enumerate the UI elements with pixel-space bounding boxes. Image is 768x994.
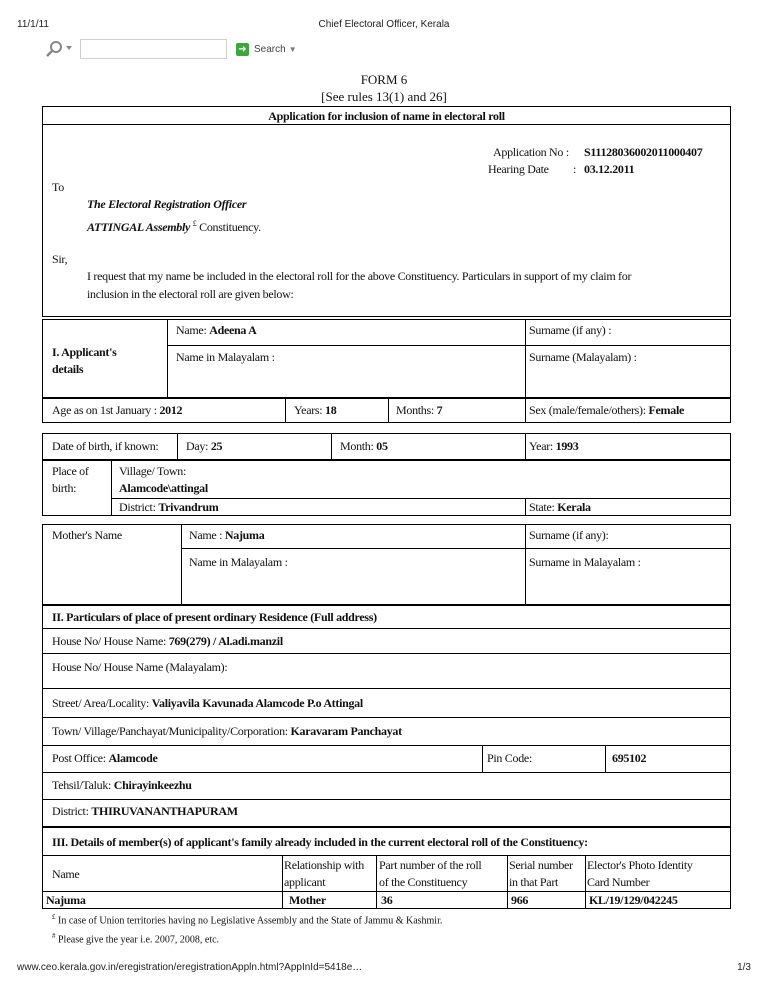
applicant-name: Adeena A [209,323,257,337]
post-office: Alamcode [108,751,158,765]
request-line-1: I request that my name be included in the electoral roll for the above Constituency. Particulars in support of my claim for [87,269,632,283]
pob-label: Place of [52,464,89,478]
applicant-section-label: I. Applicant's [52,345,117,359]
family-member-epic: KL/19/129/042245 [589,893,678,907]
dob-day: 25 [210,439,223,453]
age-row: Age as on 1st January : 2012 Years: 18 Months: 7 Sex (male/female/others): Female [42,398,731,423]
age-label: Age as on 1st January : [52,403,157,417]
town: Karavaram Panchayat [290,724,402,738]
name-field: Name: Adeena A [176,323,257,337]
dob-label: Date of birth, if known: [52,439,159,453]
request-line-2: inclusion in the electoral roll are given below: [87,287,294,301]
print-page-title: Chief Electoral Officer, Kerala [318,19,450,30]
residence-heading: II. Particulars of place of present ordinary Residence (Full address) [52,610,377,624]
pin-label: Pin Code: [487,751,532,765]
birth-district: Trivandrum [158,500,219,514]
name-malayalam-label: Name in Malayalam : [176,350,275,364]
birth-state: Kerala [557,500,591,514]
col-epic: Elector's Photo Identity [587,858,693,872]
officer-title: The Electoral Registration Officer [87,197,247,211]
mother-details: Mother's Name Name : Najuma Surname (if any): Name in Malayalam : Surname in Malayalam : [42,524,731,605]
print-date: 11/1/11 [17,19,49,30]
surname-malayalam-label: Surname (Malayalam) : [529,350,637,364]
application-no: S11128036002011000407 [584,145,703,159]
col-part: Part number of the roll [379,858,482,872]
print-page-number: 1/3 [737,962,751,973]
chevron-down-icon: ▼ [288,44,297,54]
mother-label: Mother's Name [52,528,122,542]
street: Valiyavila Kavunada Alamcode P.o Attingal [151,696,363,710]
search-toolbar [44,37,344,59]
search-icon[interactable] [44,39,74,57]
dob-row: Date of birth, if known: Day: 25 Month: 05 Year: 1993 [42,433,731,460]
dob-year: 1993 [555,439,579,453]
mother-name: Najuma [224,528,265,542]
residence-district: THIRUVANANTHAPURAM [91,804,238,818]
age-year: 2012 [159,403,183,417]
family-member-relation: Mother [289,893,326,907]
place-of-birth: Place of birth: Village/ Town: Alamcode\attingal District: Trivandrum State: Kerala [42,460,731,516]
pin-code: 695102 [612,751,647,765]
search-input[interactable] [80,39,227,59]
salutation: Sir, [52,252,68,266]
col-name: Name [52,867,80,881]
hearing-date: 03.12.2011 [584,162,635,176]
surname-label: Surname (if any) : [529,323,612,337]
chevron-down-icon [66,46,72,50]
form-heading: Application for inclusion of name in electoral roll [268,109,505,123]
residence-section: II. Particulars of place of present ordinary Residence (Full address) House No/ House Name: 769(279) / Al.adi.manzil House No/ House Name (Malayalam): Street/ Area/Locality: Valiyavila Kavunada Alamcode P.o Attingal Town/ Village/Panchayat/Municipality/Corporation: Karavaram Panchayat Post Office: Alamcode Pin Code: 695102 Tehsil/Taluk: Chirayinkeezhu District: THIRUVANANTHAPURAM [42,605,731,827]
application-no-label: Application No : [493,145,569,159]
form-number: FORM 6 [360,72,408,87]
search-button-label: Search [254,43,286,55]
house-malayalam-label: House No/ House Name (Malayalam): [52,660,228,674]
col-relation: Relationship with [284,858,364,872]
col-serial: Serial number [509,858,573,872]
family-section: III. Details of member(s) of applicant's family already included in the current electoral roll of the Constituency: Name Relationship with applicant Part number of the roll of the Constituency Serial number in that Part Elector's Photo Identity Card Number Najuma Mother 36 966 KL/19/129/042245 [42,827,731,909]
family-member-name: Najuma [46,893,86,907]
age-years: 18 [325,403,337,417]
constituency-line: ATTINGAL Assembly £ Constituency. [87,219,261,234]
to-label: To [52,180,64,194]
form-rules: [See rules 13(1) and 26] [321,89,447,104]
letter-section: Application for inclusion of name in electoral roll Application No : S11128036002011000407 Hearing Date : 03.12.2011 To The Electoral Registration Officer ATTINGAL Assembly £ Constituency. Sir, I request that my name be included in the electoral roll for the above Constituency. Particulars in support of my claim for inclusion in the electoral roll are given below: [42,106,731,317]
applicant-details: I. Applicant's details Name: Adeena A Surname (if any) : Name in Malayalam : Surname (Malayalam) : [42,319,731,398]
family-member-part: 36 [381,893,393,907]
village: Alamcode\attingal [119,481,208,495]
tehsil: Chirayinkeezhu [113,778,192,792]
age-months: 7 [436,403,443,417]
hearing-date-label: Hearing Date [488,162,549,176]
arrow-right-icon: ➜ [236,43,249,56]
search-button[interactable] [236,40,297,58]
house: 769(279) / Al.adi.manzil [168,634,283,648]
footnote-1: £ In case of Union territories having no Legislative Assembly and the State of Jammu & Kashmir. [52,913,443,927]
sex: Female [648,403,685,417]
dob-month: 05 [376,439,388,453]
family-heading: III. Details of member(s) of applicant's family already included in the current electoral roll of the Constituency: [52,835,588,849]
village-label: Village/ Town: [119,464,187,478]
family-member-serial: 966 [511,893,529,907]
footnote-2: # Please give the year i.e. 2007, 2008, etc. [52,932,220,946]
print-url: www.ceo.kerala.gov.in/eregistration/eregistrationAppln.html?AppInId=5418e… [17,962,363,973]
